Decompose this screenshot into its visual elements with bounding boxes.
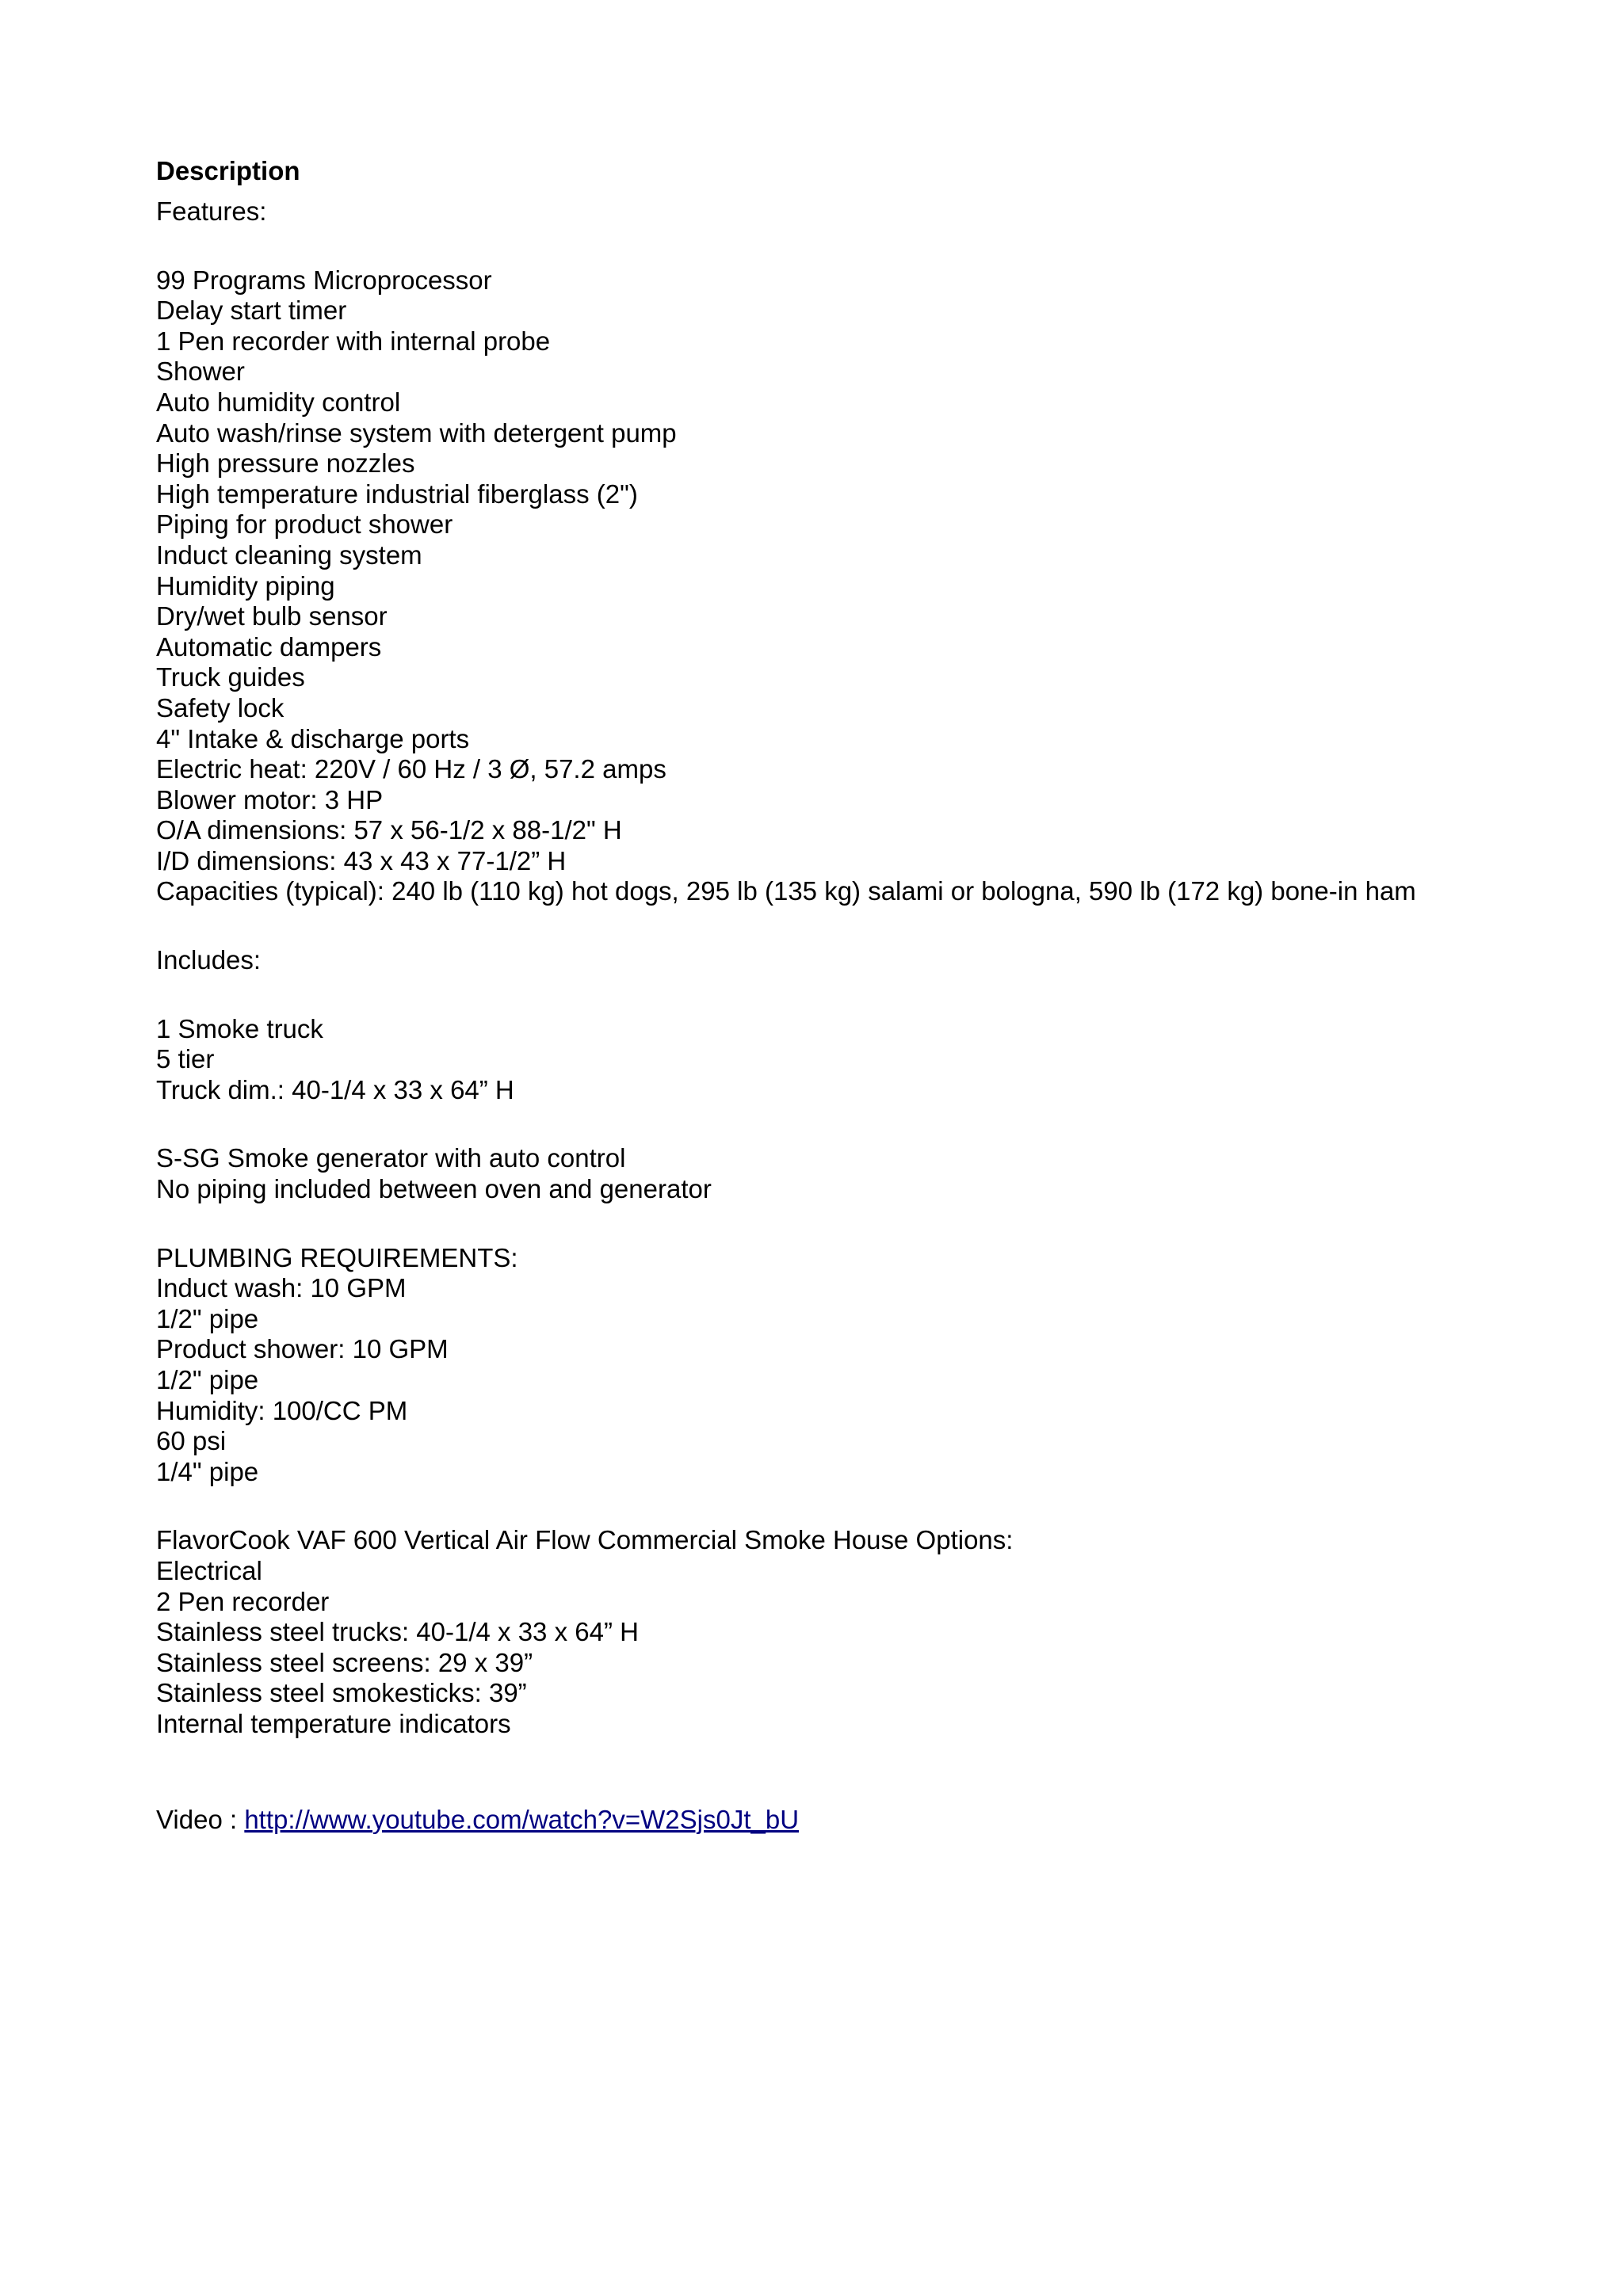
- feature-item: Capacities (typical): 240 lb (110 kg) hot dogs, 295 lb (135 kg) salami or bologna, 590 lb (172 kg) bone-in ham: [156, 876, 1416, 906]
- spacer: [156, 1105, 1583, 1143]
- feature-item: Shower: [156, 357, 245, 387]
- plumbing-item: Product shower: 10 GPM: [156, 1334, 449, 1364]
- feature-item: High temperature industrial fiberglass (2"): [156, 479, 638, 509]
- options-item: Electrical: [156, 1555, 262, 1585]
- feature-item: Truck guides: [156, 662, 305, 692]
- feature-item: Auto humidity control: [156, 387, 401, 417]
- video-link[interactable]: http://www.youtube.com/watch?v=W2Sjs0Jt_bU: [244, 1804, 800, 1834]
- feature-item: Blower motor: 3 HP: [156, 784, 384, 814]
- spacer: [156, 1205, 1583, 1243]
- feature-item: 99 Programs Microprocessor: [156, 265, 492, 295]
- plumbing-item: Induct wash: 10 GPM: [156, 1273, 407, 1303]
- feature-item: 4" Intake & discharge ports: [156, 723, 470, 753]
- options-item: Stainless steel trucks: 40-1/4 x 33 x 64” H: [156, 1617, 639, 1647]
- spacer: [156, 976, 1583, 1014]
- plumbing-section: [156, 1243, 1583, 1488]
- feature-item: Piping for product shower: [156, 509, 453, 540]
- options-item: Internal temperature indicators: [156, 1708, 511, 1738]
- plumbing-item: 1/2" pipe: [156, 1303, 259, 1333]
- feature-item: High pressure nozzles: [156, 448, 415, 479]
- feature-item: Safety lock: [156, 692, 285, 723]
- feature-item: Electric heat: 220V / 60 Hz / 3 Ø, 57.2 amps: [156, 754, 666, 784]
- generator-section: [156, 1143, 1583, 1204]
- options-item: Stainless steel smokesticks: 39”: [156, 1678, 527, 1708]
- plumbing-heading: PLUMBING REQUIREMENTS:: [156, 1242, 518, 1272]
- spacer: [156, 1487, 1583, 1525]
- spacer: [156, 1740, 1583, 1805]
- feature-item: 1 Pen recorder with internal probe: [156, 326, 551, 356]
- plumbing-item: 1/2" pipe: [156, 1365, 259, 1394]
- plumbing-item: 1/4" pipe: [156, 1456, 259, 1486]
- includes-item: Truck dim.: 40-1/4 x 33 x 64” H: [156, 1074, 514, 1104]
- description-heading: Description: [156, 156, 300, 185]
- includes-item: 5 tier: [156, 1044, 215, 1074]
- generator-item: No piping included between oven and generator: [156, 1174, 712, 1204]
- features-list: [156, 265, 1583, 907]
- feature-item: Humidity piping: [156, 570, 335, 601]
- generator-item: S-SG Smoke generator with auto control: [156, 1143, 626, 1173]
- feature-item: O/A dimensions: 57 x 56-1/2 x 88-1/2" H: [156, 815, 622, 845]
- includes-label: Includes:: [156, 945, 262, 975]
- options-section: [156, 1525, 1583, 1739]
- feature-item: Automatic dampers: [156, 631, 382, 662]
- feature-item: Delay start timer: [156, 296, 347, 326]
- includes-item: 1 Smoke truck: [156, 1013, 323, 1043]
- options-item: 2 Pen recorder: [156, 1586, 330, 1616]
- spacer: [156, 907, 1583, 945]
- plumbing-item: 60 psi: [156, 1426, 227, 1456]
- feature-item: I/D dimensions: 43 x 43 x 77-1/2” H: [156, 845, 567, 875]
- options-heading: FlavorCook VAF 600 Vertical Air Flow Commercial Smoke House Options:: [156, 1525, 1014, 1555]
- feature-item: Auto wash/rinse system with detergent pump: [156, 418, 677, 448]
- options-item: Stainless steel screens: 29 x 39”: [156, 1647, 533, 1677]
- feature-item: Dry/wet bulb sensor: [156, 601, 388, 631]
- video-label: Video :: [156, 1804, 245, 1834]
- plumbing-item: Humidity: 100/CC PM: [156, 1395, 408, 1425]
- feature-item: Induct cleaning system: [156, 540, 422, 570]
- features-label: Features:: [156, 196, 267, 226]
- spacer: [156, 227, 1583, 265]
- includes-list: [156, 1014, 1583, 1106]
- video-line: [156, 1805, 1583, 1836]
- document-page: [156, 152, 1583, 1835]
